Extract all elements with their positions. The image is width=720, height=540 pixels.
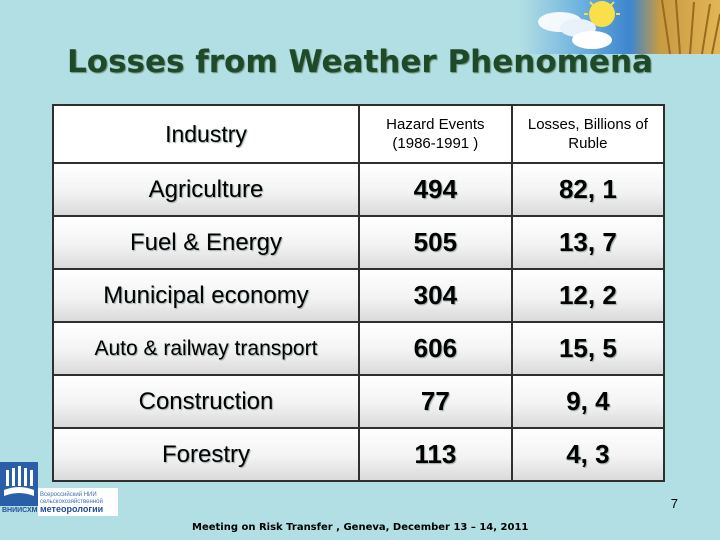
logo-big-text: метеорологии xyxy=(40,504,104,514)
losses-cell: 15, 5 xyxy=(512,322,664,375)
losses-cell: 9, 4 xyxy=(512,375,664,428)
page-number: 7 xyxy=(670,496,678,511)
footer-text: Meeting on Risk Transfer , Geneva, December 13 – 14, 2011 xyxy=(192,522,529,533)
table-row xyxy=(53,375,664,428)
losses-cell: 13, 7 xyxy=(512,216,664,269)
table-row xyxy=(53,269,664,322)
hazard-events-cell: 113 xyxy=(359,428,512,481)
industry-cell: Forestry xyxy=(53,428,359,481)
industry-cell: Auto & railway transport xyxy=(53,322,359,375)
table-row xyxy=(53,322,664,375)
hazard-events-cell: 494 xyxy=(359,163,512,216)
header-losses-text: Losses, Billions of Ruble xyxy=(527,116,648,152)
losses-table xyxy=(52,104,665,482)
hazard-events-cell: 77 xyxy=(359,375,512,428)
logo-abbreviation: ВНИИСХМ xyxy=(2,507,38,514)
table-row xyxy=(53,216,664,269)
slide-title: Losses from Weather Phenomena xyxy=(67,44,653,80)
table-row xyxy=(53,163,664,216)
industry-cell: Agriculture xyxy=(53,163,359,216)
industry-cell: Construction xyxy=(53,375,359,428)
logo-line-1: Всероссийский НИИ xyxy=(40,492,97,498)
table-row xyxy=(53,428,664,481)
hazard-events-cell: 505 xyxy=(359,216,512,269)
hazard-events-cell: 304 xyxy=(359,269,512,322)
table-header-row xyxy=(53,105,664,163)
hazard-events-cell: 606 xyxy=(359,322,512,375)
header-losses xyxy=(512,105,664,163)
header-hazard-events xyxy=(359,105,512,163)
header-hazard-events-text: Hazard Events (1986-1991 ) xyxy=(386,116,485,152)
losses-cell: 12, 2 xyxy=(512,269,664,322)
losses-cell: 4, 3 xyxy=(512,428,664,481)
losses-cell: 82, 1 xyxy=(512,163,664,216)
header-industry: Industry xyxy=(53,105,359,163)
industry-cell: Municipal economy xyxy=(53,269,359,322)
industry-cell: Fuel & Energy xyxy=(53,216,359,269)
logo-line-2: сельскохозяйственной xyxy=(40,499,103,505)
